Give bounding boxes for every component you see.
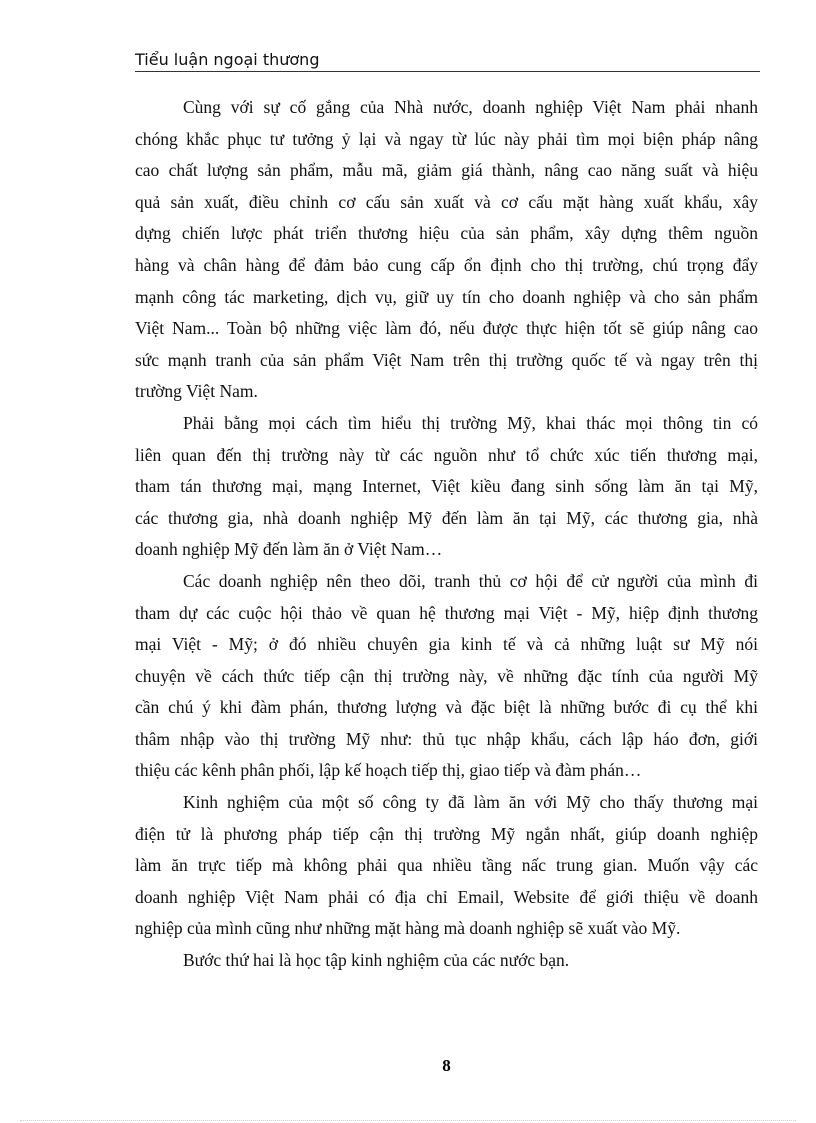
text-line: liên quan đến thị trường này từ các nguồn như tổ chức xúc tiến thương mại, [135,444,758,465]
text-line: điện tử là phương pháp tiếp cận thị trường Mỹ ngắn nhất, giúp doanh nghiệp [135,823,758,844]
text-line: thiệu các kênh phân phối, lập kế hoạch tiếp thị, giao tiếp và đàm phán… [135,760,642,781]
text-line: doanh nghiệp Mỹ đến làm ăn ở Việt Nam… [135,539,443,560]
text-line: Kinh nghiệm của một số công ty đã làm ăn với Mỹ cho thấy thương mại [183,792,758,813]
text-line: mại Việt - Mỹ; ở đó nhiều chuyên gia kinh tế và cả những luật sư Mỹ nói [135,634,758,655]
text-line: Các doanh nghiệp nên theo dõi, tranh thủ cơ hội để cử người của mình đi [183,570,758,591]
text-line: cần chú ý khi đàm phán, thương lượng và đặc biệt là những bước đi cụ thể khi [135,697,758,718]
text-line: quả sản xuất, điều chỉnh cơ cấu sản xuất và cơ cấu mặt hàng xuất khẩu, xây [135,191,758,212]
text-line: doanh nghiệp Việt Nam phải có địa chỉ Email, Website để giới thiệu về doanh [135,886,758,907]
text-line: hàng và chân hàng để đảm bảo cung cấp ổn định cho thị trường, chú trọng đẩy [135,254,758,275]
text-line: Phải bằng mọi cách tìm hiểu thị trường Mỹ, khai thác mọi thông tin có [183,412,758,433]
text-line: chuyện về cách thức tiếp cận thị trường này, về những đặc tính của người Mỹ [135,665,758,686]
page-number: 8 [442,1056,451,1075]
text-line: thâm nhập vào thị trường Mỹ như: thủ tục nhập khẩu, cách lập háo đơn, giới [135,728,758,749]
page-boundary-divider [20,1120,796,1121]
text-line: Bước thứ hai là học tập kinh nghiệm của các nước bạn. [183,950,570,971]
paragraph [135,566,758,787]
text-line: cao chất lượng sản phẩm, mẫu mã, giảm giá thành, nâng cao năng suất và hiệu [135,160,758,181]
text-line: mạnh công tác marketing, dịch vụ, giữ uy tín cho doanh nghiệp và cho sản phẩm [135,286,758,307]
paragraph [135,92,758,408]
text-line: tham tán thương mại, mạng Internet, Việt kiều đang sinh sống làm ăn tại Mỹ, [135,476,758,497]
text-line: Cùng với sự cố gắng của Nhà nước, doanh nghiệp Việt Nam phải nhanh [183,97,758,117]
paragraph [135,408,758,566]
running-header: Tiểu luận ngoại thương [135,50,760,72]
text-line: sức mạnh tranh của sản phẩm Việt Nam trên thị trường quốc tế và ngay trên thị [135,349,758,370]
text-line: Việt Nam... Toàn bộ những việc làm đó, nếu được thực hiện tốt sẽ giúp nâng cao [135,318,758,339]
paragraph [135,945,758,977]
text-line: các thương gia, nhà doanh nghiệp Mỹ đến làm ăn tại Mỹ, các thương gia, nhà [135,507,758,528]
text-line: làm ăn trực tiếp mà không phải qua nhiều tầng nấc trung gian. Muốn vậy các [135,855,758,876]
text-line: trường Việt Nam. [135,381,258,402]
text-line: nghiệp của mình cũng như những mặt hàng mà doanh nghiệp sẽ xuất vào Mỹ. [135,918,681,939]
text-line: chóng khắc phục tư tưởng ỷ lại và ngay từ lúc này phải tìm mọi biện pháp nâng [135,128,758,149]
document-body [135,92,758,977]
text-line: dựng chiến lược phát triển thương hiệu của sản phẩm, xây dựng thêm nguồn [135,223,758,244]
text-line: tham dự các cuộc hội thảo về quan hệ thương mại Việt - Mỹ, hiệp định thương [135,602,758,623]
paragraph [135,787,758,945]
